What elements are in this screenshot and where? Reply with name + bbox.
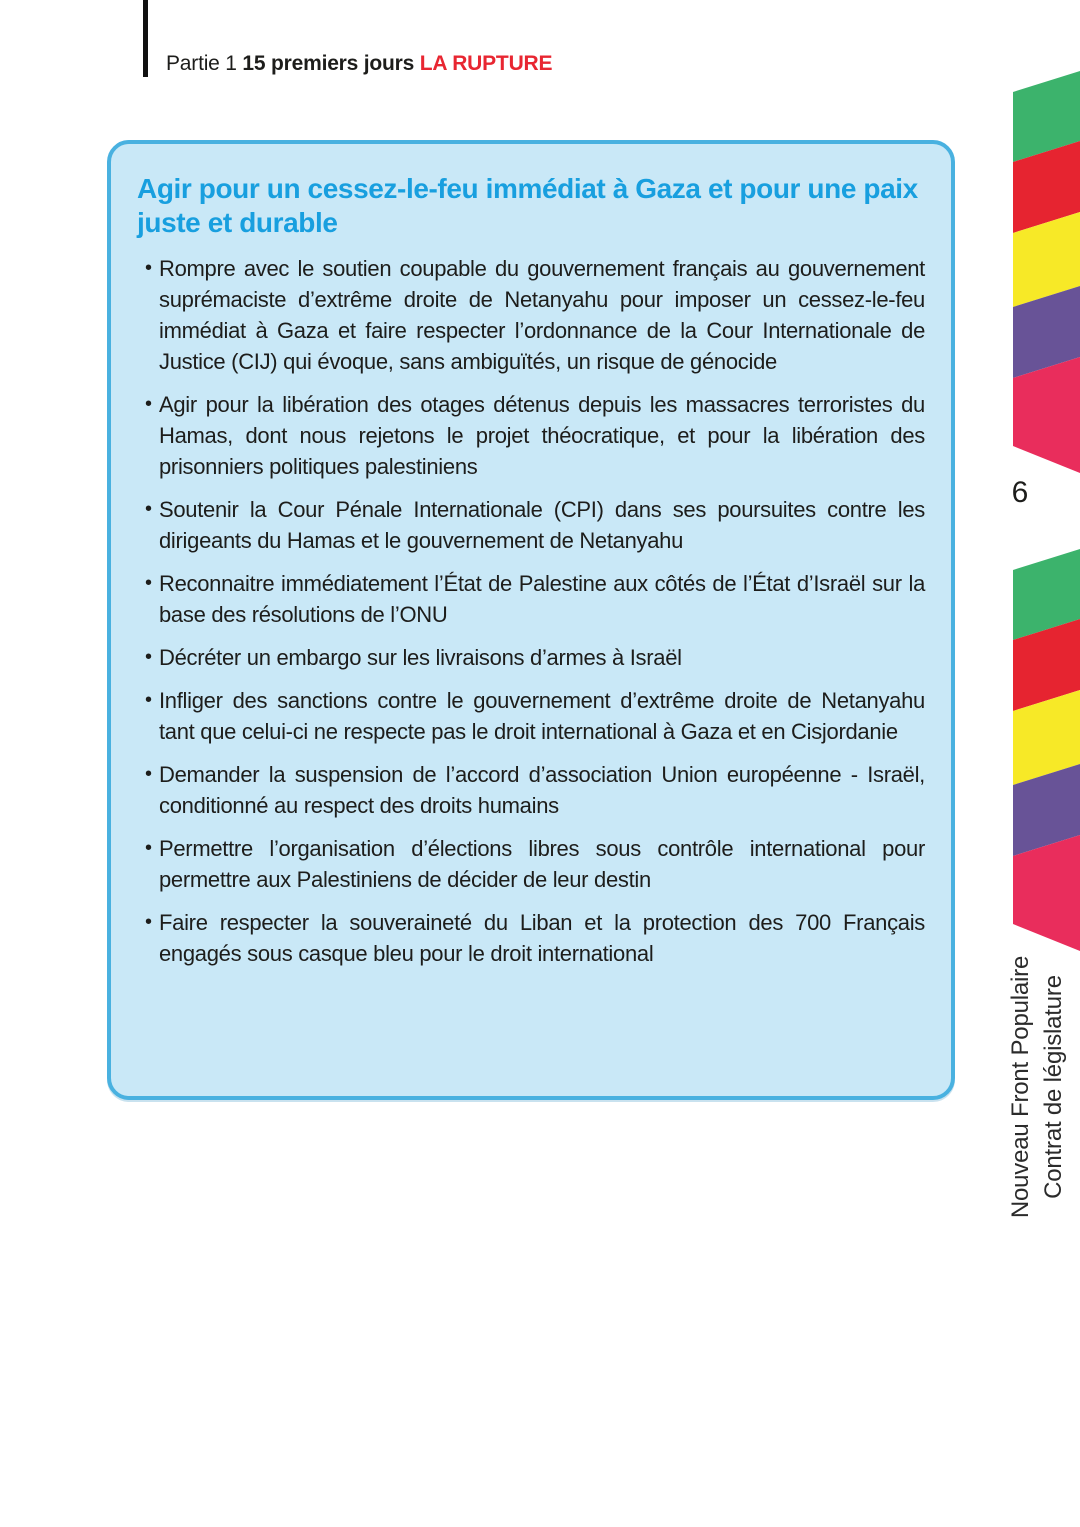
part-label: Partie 1	[166, 52, 237, 75]
bullet-marker: •	[145, 498, 153, 520]
bullet-text: Faire respecter la souveraineté du Liban et la protection des 700 Français engagés sous casque bleu pour le droit international	[159, 910, 925, 966]
bullet-text: Rompre avec le soutien coupable du gouvernement français au gouvernement suprémaciste d’extrême droite de Netanyahu pour imposer un cessez-le-feu immédiat à Gaza et faire respecter l’ordonnance de la Cour Internationale de Justice (CIJ) qui évoque, sans ambiguïtés, un risque de génocide	[159, 256, 925, 374]
bullet-text: Infliger des sanctions contre le gouvernement d’extrême droite de Netanyahu tant que celui-ci ne respecte pas le droit international à Gaza et en Cisjordanie	[159, 688, 925, 744]
bullet-item	[137, 907, 925, 969]
bullet-marker: •	[145, 763, 153, 785]
nfp-ribbon-bottom	[1013, 549, 1080, 951]
bullet-text: Reconnaitre immédiatement l’État de Palestine aux côtés de l’État d’Israël sur la base des résolutions de l’ONU	[159, 571, 925, 627]
bullet-text: Décréter un embargo sur les livraisons d’armes à Israël	[159, 645, 682, 670]
bullet-marker: •	[145, 911, 153, 933]
bullet-marker: •	[145, 689, 153, 711]
bullet-item	[137, 389, 925, 482]
breadcrumb	[166, 51, 552, 76]
bullet-item	[137, 253, 925, 377]
bullet-marker: •	[145, 646, 153, 668]
bullet-text: Agir pour la libération des otages détenus depuis les massacres terroristes du Hamas, dont nous rejetons le projet théocratique, et pour la libération des prisonniers politiques palestiniens	[159, 392, 925, 479]
bullet-item	[137, 833, 925, 895]
nfp-ribbon-top	[1013, 71, 1080, 473]
bullet-text: Demander la suspension de l’accord d’association Union européenne - Israël, conditionné au respect des droits humains	[159, 762, 925, 818]
section-title: Agir pour un cessez-le-feu immédiat à Gaza et pour une paix juste et durable	[137, 173, 918, 238]
bullet-item	[137, 494, 925, 556]
bullet-marker: •	[145, 393, 153, 415]
bullet-item	[137, 759, 925, 821]
bullet-list	[137, 253, 925, 969]
page-number: 6	[1011, 476, 1029, 509]
sidebar-caption-line1: Nouveau Front Populaire	[1007, 955, 1034, 1219]
part-highlight: LA RUPTURE	[419, 52, 553, 75]
bullet-marker: •	[145, 837, 153, 859]
header-vertical-rule	[143, 0, 148, 77]
bullet-text: Permettre l’organisation d’élections libres sous contrôle international pour permettre aux Palestiniens de décider de leur destin	[159, 836, 925, 892]
part-title: 15 premiers jours	[242, 52, 415, 75]
bullet-item	[137, 642, 925, 673]
sidebar-caption-line2: Contrat de législature	[1040, 975, 1067, 1199]
bullet-item	[137, 685, 925, 747]
bullet-text: Soutenir la Cour Pénale Internationale (CPI) dans ses poursuites contre les dirigeants du Hamas et le gouvernement de Netanyahu	[159, 497, 925, 553]
sidebar-caption	[1004, 947, 1070, 1227]
bullet-marker: •	[145, 257, 153, 279]
bullet-marker: •	[145, 572, 153, 594]
bullet-item	[137, 568, 925, 630]
section-panel	[107, 140, 955, 1100]
